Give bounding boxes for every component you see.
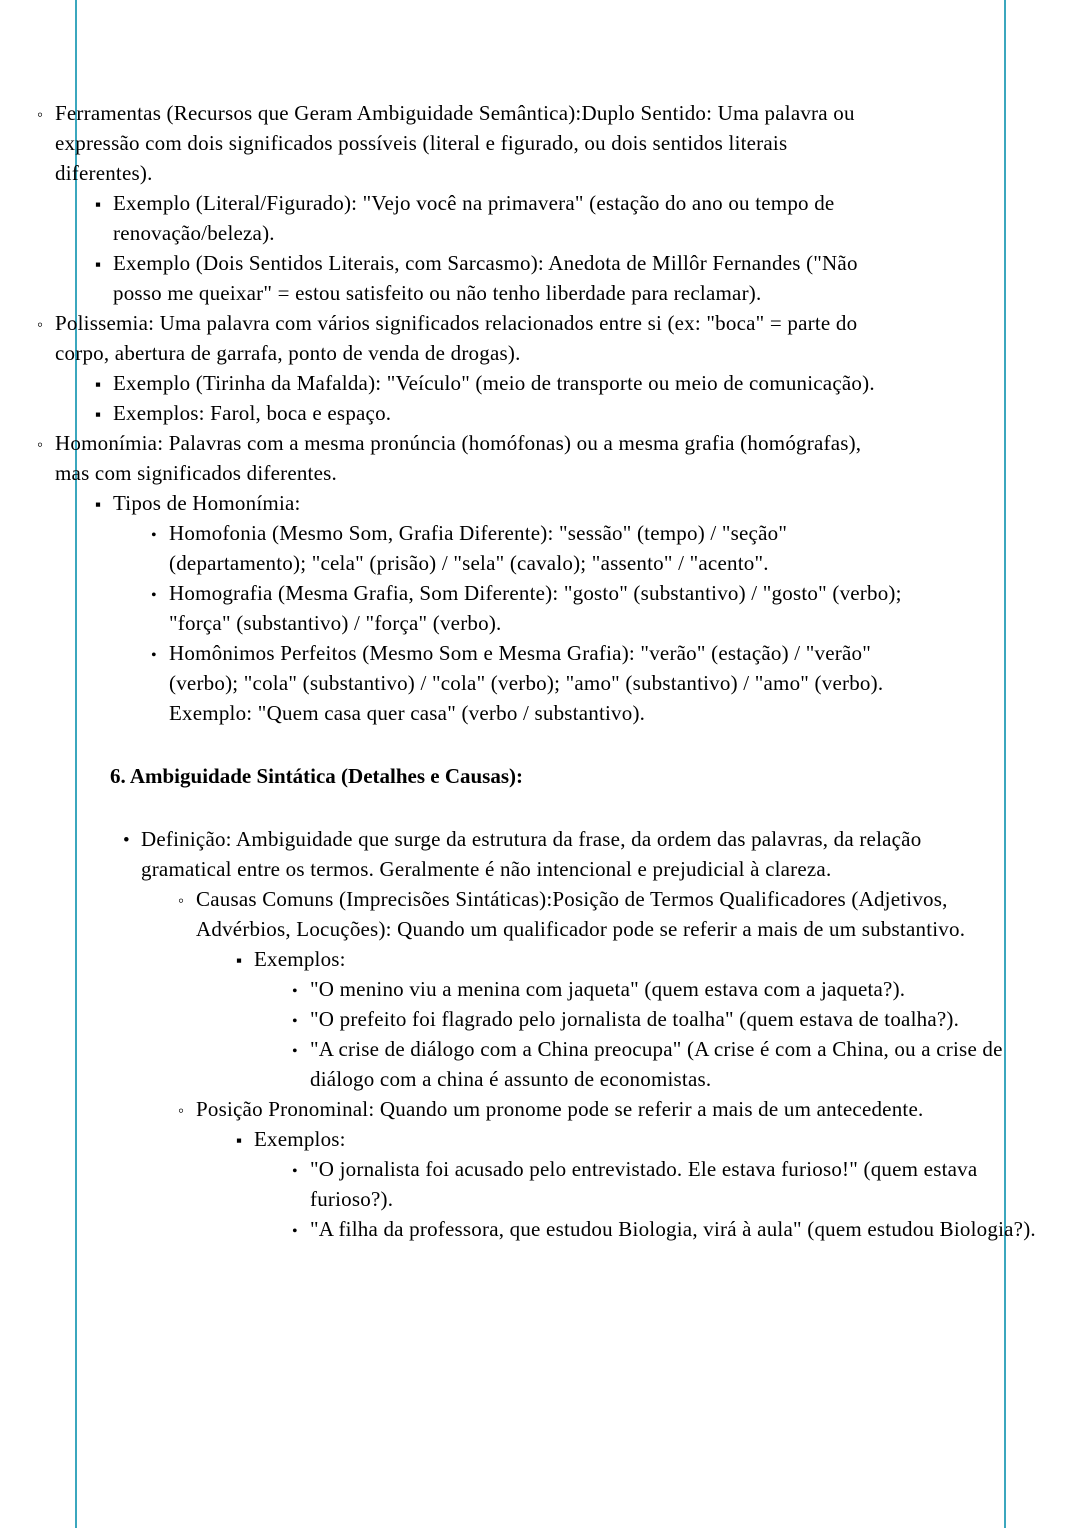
list-item xyxy=(292,1034,1049,1094)
list-item-label: "O jornalista foi acusado pelo entrevistado. Ele estava furioso!" (quem estava furioso?). xyxy=(310,1157,978,1211)
list-item-label: Definição: Ambiguidade que surge da estrutura da frase, da ordem das palavras, da relação gramatical entre os termos. Geralmente é não intencional e prejudicial à clareza. xyxy=(141,827,922,881)
list-item xyxy=(292,1214,1049,1244)
list-item xyxy=(236,944,1031,1094)
list-item xyxy=(95,188,890,248)
list-item xyxy=(178,884,1011,1094)
filled-disc-bullet-icon xyxy=(292,1034,310,1067)
hollow-circle-bullet-icon xyxy=(37,308,55,340)
filled-disc-bullet-icon xyxy=(292,1004,310,1037)
filled-disc-bullet-icon xyxy=(151,578,169,611)
list-item-label: "A filha da professora, que estudou Biologia, virá à aula" (quem estudou Biologia?). xyxy=(310,1217,1036,1241)
nested-list xyxy=(55,188,870,308)
filled-disc-bullet-icon xyxy=(151,518,169,551)
filled-disc-bullet-icon xyxy=(151,638,169,671)
filled-disc-bullet-icon xyxy=(292,1214,310,1247)
list-item xyxy=(95,248,890,308)
filled-disc-bullet-icon xyxy=(123,824,141,856)
hollow-circle-bullet-icon xyxy=(37,98,55,130)
list-item-label: Polissemia: Uma palavra com vários significados relacionados entre si (ex: "boca" = parte do corpo, abertura de garrafa, ponto de venda de drogas). xyxy=(55,311,858,365)
list-item-label: "O menino viu a menina com jaqueta" (quem estava com a jaqueta?). xyxy=(310,977,906,1001)
nested-list xyxy=(254,974,1031,1094)
nested-list xyxy=(55,368,875,428)
list-item-label: Causas Comuns (Imprecisões Sintáticas):Posição de Termos Qualificadores (Adjetivos, Advérbios, Locuções): Quando um qualificador pode se referir a mais de um substantivo. xyxy=(196,887,966,941)
list-item-label: Tipos de Homonímia: xyxy=(113,491,301,515)
list-item xyxy=(37,308,875,428)
list-item xyxy=(95,398,890,428)
nested-list xyxy=(141,884,1036,1244)
list-item-label: Homofonia (Mesmo Som, Grafia Diferente): "sessão" (tempo) / "seção" (departamento); "cela" (prisão) / "sela" (cavalo); "assento" / "acento". xyxy=(169,521,788,575)
list-item-label: Homografia (Mesma Grafia, Som Diferente): "gosto" (substantivo) / "gosto" (verbo); "força" (substantivo) / "força" (verbo). xyxy=(169,581,902,635)
list-item-label: Homônimos Perfeitos (Mesmo Som e Mesma Grafia): "verão" (estação) / "verão" (verbo); "cola" (substantivo) / "cola" (verbo); "amo" (substantivo) / "amo" (verbo). Exemplo: "Quem casa quer casa" (verbo / substantivo). xyxy=(169,641,884,725)
nested-list xyxy=(113,518,902,728)
list-item-label: Exemplos: xyxy=(254,1127,346,1151)
filled-square-bullet-icon xyxy=(95,188,113,220)
list-item-label: "A crise de diálogo com a China preocupa" (A crise é com a China, ou a crise de diálogo com a china é assunto de economistas. xyxy=(310,1037,1003,1091)
list-item xyxy=(37,98,870,308)
list-item xyxy=(292,1154,1049,1214)
list-item xyxy=(95,368,890,398)
list-item-label: Homonímia: Palavras com a mesma pronúncia (homófonas) ou a mesma grafia (homógrafas), mas com significados diferentes. xyxy=(55,431,862,485)
hollow-circle-bullet-icon xyxy=(178,884,196,916)
list-item xyxy=(236,1124,1036,1244)
filled-square-bullet-icon xyxy=(236,1124,254,1156)
filled-disc-bullet-icon xyxy=(292,974,310,1007)
filled-square-bullet-icon xyxy=(95,398,113,430)
list-item xyxy=(292,1004,1049,1034)
list-item-label: Exemplo (Dois Sentidos Literais, com Sarcasmo): Anedota de Millôr Fernandes ("Não posso me queixar" = estou satisfeito ou não tenho liberdade para reclamar). xyxy=(113,251,858,305)
list-item xyxy=(95,488,902,728)
list-item xyxy=(151,638,908,728)
list-item xyxy=(292,974,1049,1004)
filled-square-bullet-icon xyxy=(236,944,254,976)
filled-square-bullet-icon xyxy=(95,488,113,520)
list-item-label: "O prefeito foi flagrado pelo jornalista de toalha" (quem estava de toalha?). xyxy=(310,1007,960,1031)
list-item-label: Exemplos: Farol, boca e espaço. xyxy=(113,401,392,425)
filled-square-bullet-icon xyxy=(95,368,113,400)
page-title: 6. Ambiguidade Sintática (Detalhes e Causas): xyxy=(110,764,524,788)
spacer xyxy=(0,1244,1080,1404)
nested-list xyxy=(196,1124,1036,1244)
filled-square-bullet-icon xyxy=(95,248,113,280)
list-item xyxy=(178,1094,1036,1244)
list-item xyxy=(37,428,902,728)
syntactic-ambiguity-list xyxy=(0,824,1080,1244)
list-item xyxy=(123,824,1036,1244)
list-item xyxy=(151,518,908,578)
list-item-label: Exemplo (Tirinha da Mafalda): "Veículo" (meio de transporte ou meio de comunicação). xyxy=(113,371,875,395)
filled-disc-bullet-icon xyxy=(292,1154,310,1187)
hollow-circle-bullet-icon xyxy=(178,1094,196,1126)
list-item-label: Posição Pronominal: Quando um pronome pode se referir a mais de um antecedente. xyxy=(196,1097,924,1121)
semantic-ambiguity-list xyxy=(0,98,1080,728)
nested-list xyxy=(55,488,902,728)
list-item-label: Exemplos: xyxy=(254,947,346,971)
list-item-label: Exemplo (Literal/Figurado): "Vejo você na primavera" (estação do ano ou tempo de renovação/beleza). xyxy=(113,191,835,245)
nested-list xyxy=(196,944,1011,1094)
spacer xyxy=(0,728,1080,761)
list-item xyxy=(151,578,908,638)
nested-list xyxy=(254,1154,1036,1244)
spacer xyxy=(0,791,1080,824)
hollow-circle-bullet-icon xyxy=(37,428,55,460)
list-item-label: Ferramentas (Recursos que Geram Ambiguidade Semântica):Duplo Sentido: Uma palavra ou expressão com dois significados possíveis (literal e figurado, ou dois sentidos literais diferentes). xyxy=(55,101,855,185)
